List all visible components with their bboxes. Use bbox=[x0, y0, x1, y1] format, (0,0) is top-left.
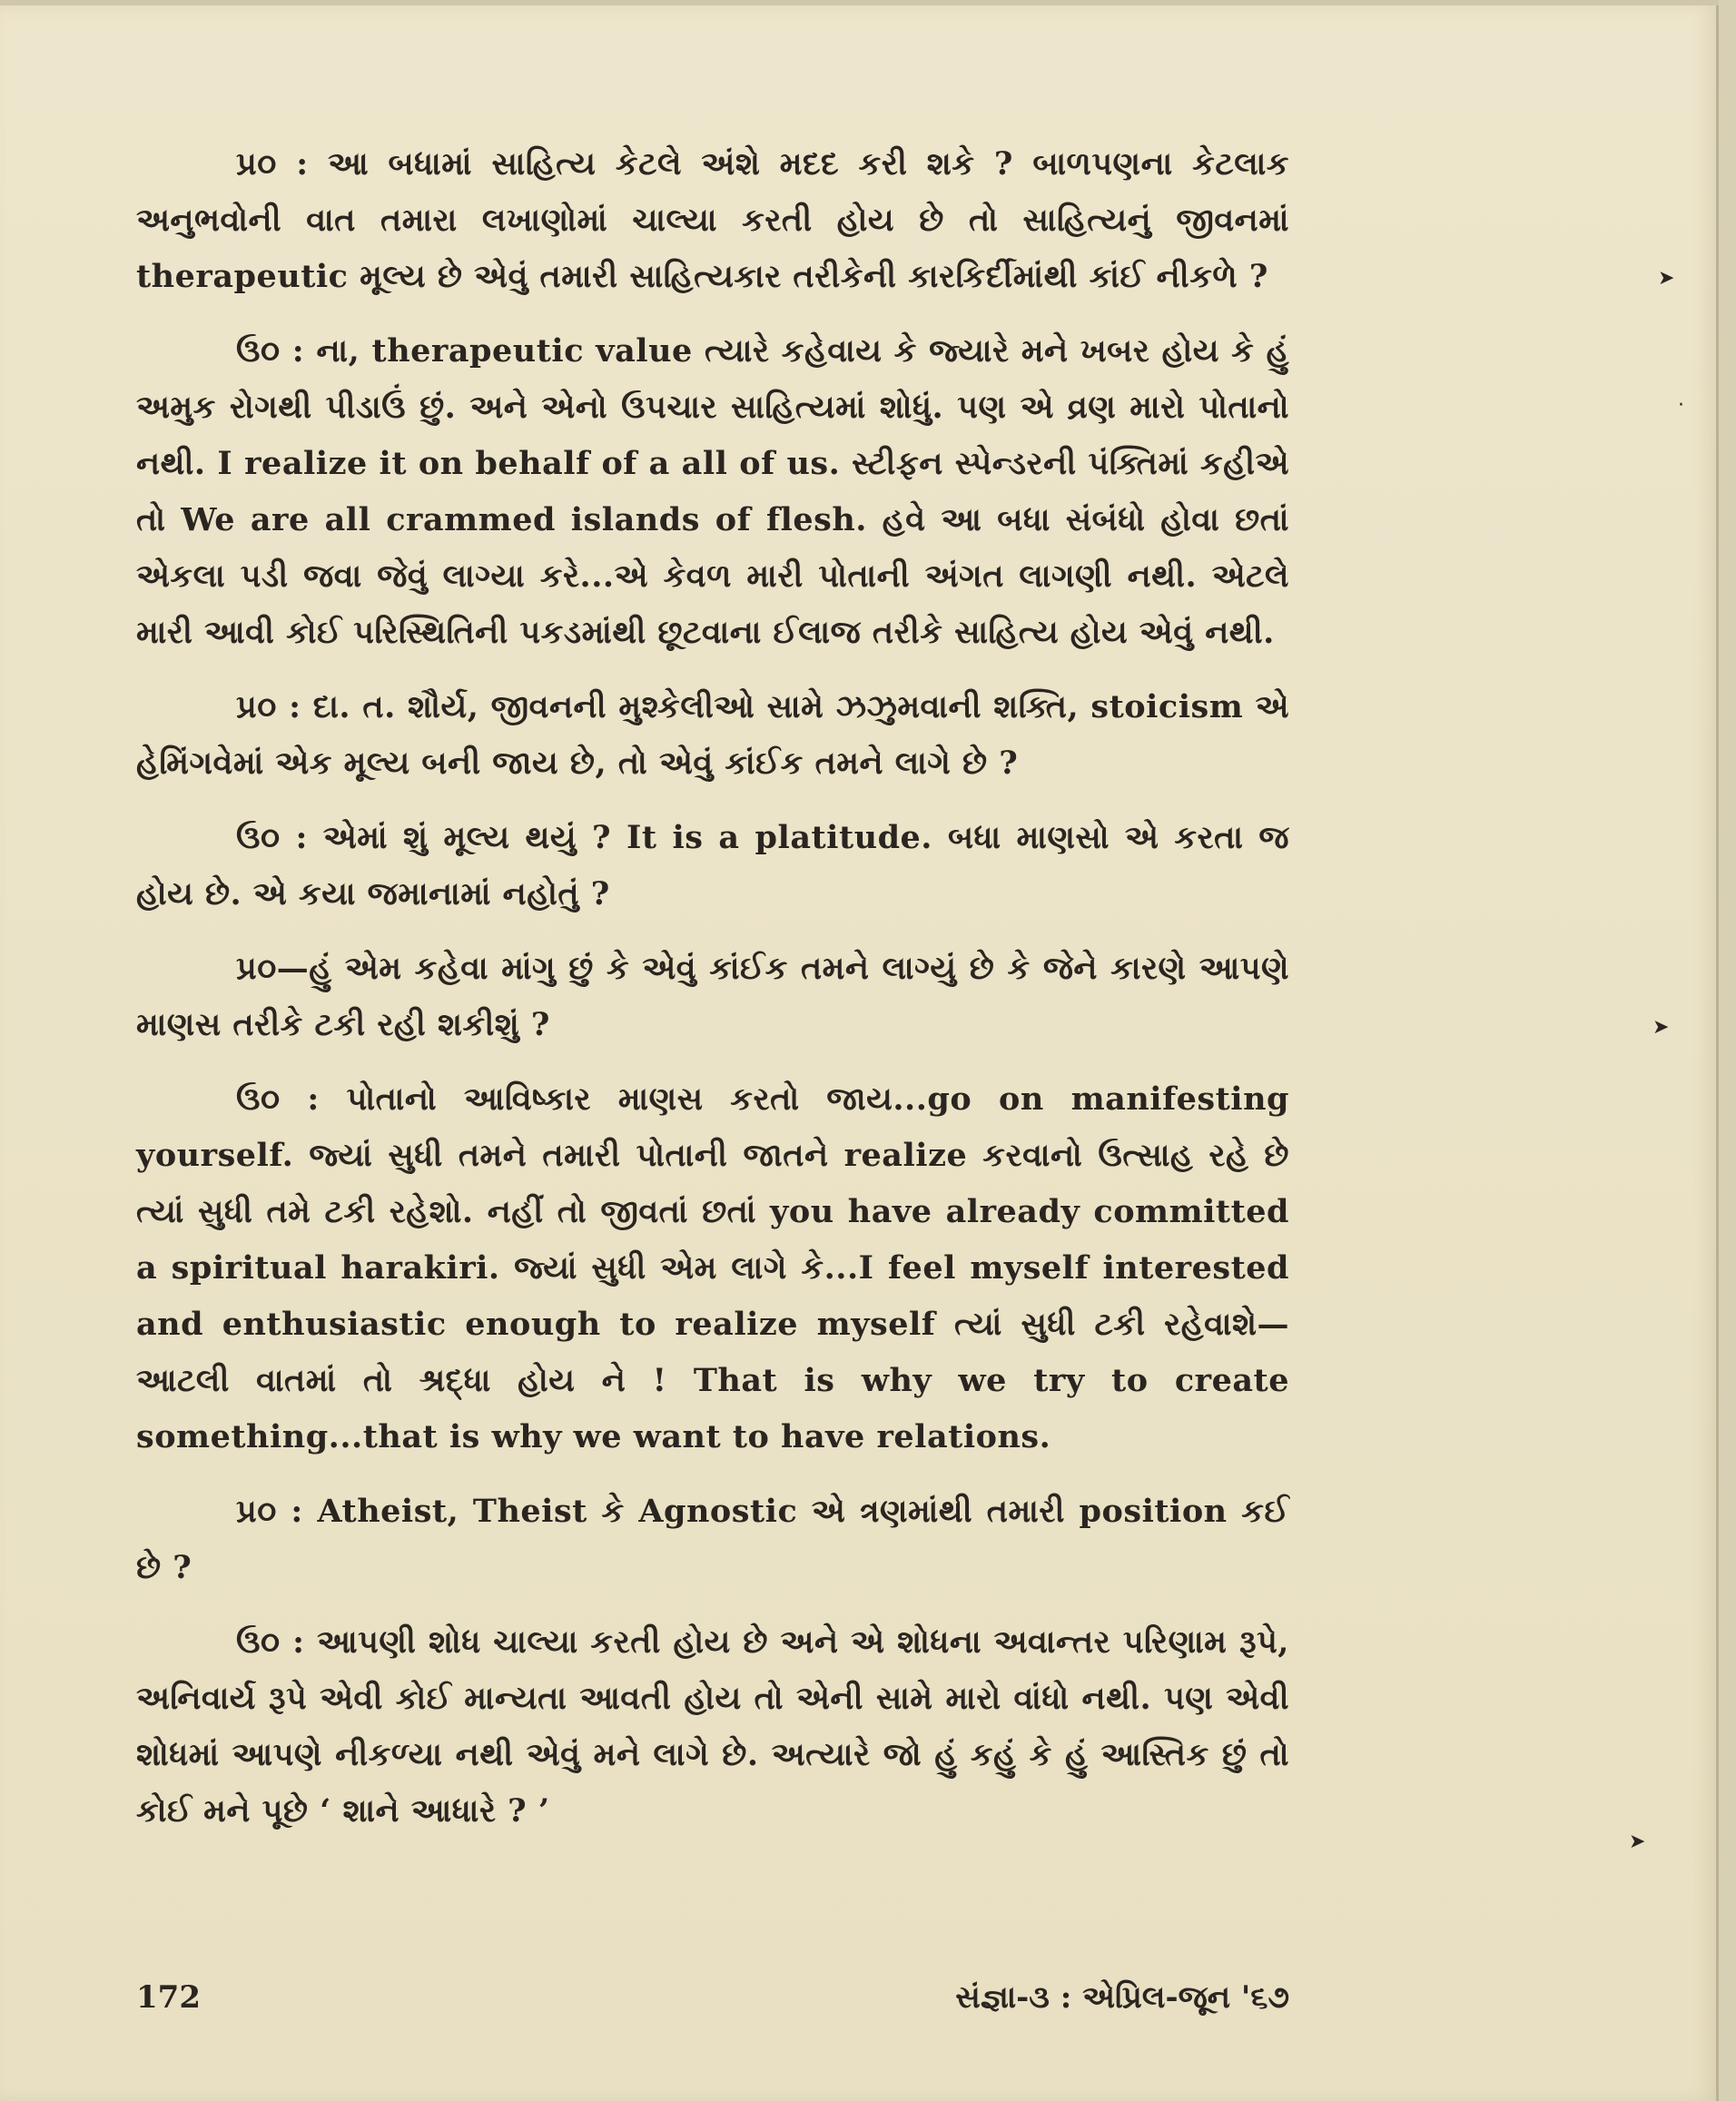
answer-paragraph: ઉ૦ : ના, therapeutic value ત્યારે કહેવાય કે જ્યારે મને ખબર હોય કે હું અમુક રોગથી પીડાઉં છું. અને એનો ઉપચાર સાહિત્યમાં શોધું. પણ એ વ્રણ મારો પોતાનો નથી. I realize it on behalf of a all of us. સ્ટીફન સ્પેન્ડરની પંક્તિમાં કહીએ તો We are all crammed islands of flesh. હવે આ બધા સંબંધો હોવા છતાં એકલા પડી જવા જેવું લાગ્યા કરે...એ કેવળ મારી પોતાની અંગત લાગણી નથી. એટલે મારી આવી કોઈ પરિસ્થિતિની પકડમાંથી છૂટવાના ઈલાજ તરીકે સાહિત્ય હોય એવું નથી. bbox=[136, 332, 1289, 651]
page-binding-edge bbox=[1719, 0, 1736, 2101]
margin-mark: · bbox=[1678, 394, 1684, 417]
answer-paragraph: ઉ૦ : એમાં શું મૂલ્ય થયું ? It is a platitude. બધા માણસો એ કરતા જ હોય છે. એ કયા જમાનામાં નહોતું ? bbox=[136, 819, 1289, 912]
question-paragraph: પ્ર૦ : Atheist, Theist કે Agnostic એ ત્રણમાંથી તમારી position કઈ છે ? bbox=[136, 1493, 1289, 1586]
margin-mark: ➤ bbox=[1652, 1016, 1670, 1039]
running-footer: સંજ્ઞા-૩ : એપ્રિલ-જૂન '૬૭ bbox=[955, 1979, 1289, 2016]
answer-paragraph: ઉ૦ : પોતાનો આવિષ્કાર માણસ કરતો જાય...go on manifesting yourself. જ્યાં સુધી તમને તમારી પોતાની જાતને realize કરવાનો ઉત્સાહ રહે છે ત્યાં સુધી તમે ટકી રહેશો. નહીં તો જીવતાં છતાં you have already committed a spiritual harakiri. જ્યાં સુધી એમ લાગે કે...I feel myself interested and enthusiastic enough to realize myself ત્યાં સુધી ટકી રહેવાશે—આટલી વાતમાં તો શ્રદ્ધા હોય ને ! That is why we try to create something...that is why we want to have relations. bbox=[136, 1080, 1289, 1455]
body-text bbox=[136, 136, 1289, 1858]
margin-mark: ➤ bbox=[1629, 1830, 1646, 1853]
answer-paragraph: ઉ૦ : આપણી શોધ ચાલ્યા કરતી હોય છે અને એ શોધના અવાન્તર પરિણામ રૂપે, અનિવાર્ય રૂપે એવી કોઈ માન્યતા આવતી હોય તો એની સામે મારો વાંધો નથી. પણ એવી શોધમાં આપણે નીકળ્યા નથી એવું મને લાગે છે. અત્યારે જો હું કહું કે હું આસ્તિક છું તો કોઈ મને પૂછે ‘ શાને આધારે ? ’ bbox=[136, 1623, 1289, 1830]
question-paragraph: પ્ર૦ : દા. ત. શૌર્ય, જીવનની મુશ્કેલીઓ સામે ઝઝુમવાની શક્તિ, stoicism એ હેમિંગવેમાં એક મૂલ્ય બની જાય છે, તો એવું કાંઈક તમને લાગે છે ? bbox=[136, 688, 1289, 782]
page-footer bbox=[136, 1979, 1289, 2034]
question-paragraph: પ્ર૦ : આ બધામાં સાહિત્ય કેટલે અંશે મદદ કરી શકે ? બાળપણના કેટલાક અનુભવોની વાત તમારા લખાણોમાં ચાલ્યા કરતી હોય છે તો સાહિત્યનું જીવનમાં therapeutic મૂલ્ય છે એવું તમારી સાહિત્યકાર તરીકેની કારકિર્દીમાંથી કાંઈ નીકળે ? bbox=[136, 145, 1289, 295]
page-number: 172 bbox=[136, 1979, 201, 2016]
question-paragraph: પ્ર૦—હું એમ કહેવા માંગુ છું કે એવું કાંઈક તમને લાગ્યું છે કે જેને કારણે આપણે માણસ તરીકે ટકી રહી શકીશું ? bbox=[136, 950, 1289, 1043]
margin-mark: ➤ bbox=[1658, 267, 1675, 290]
